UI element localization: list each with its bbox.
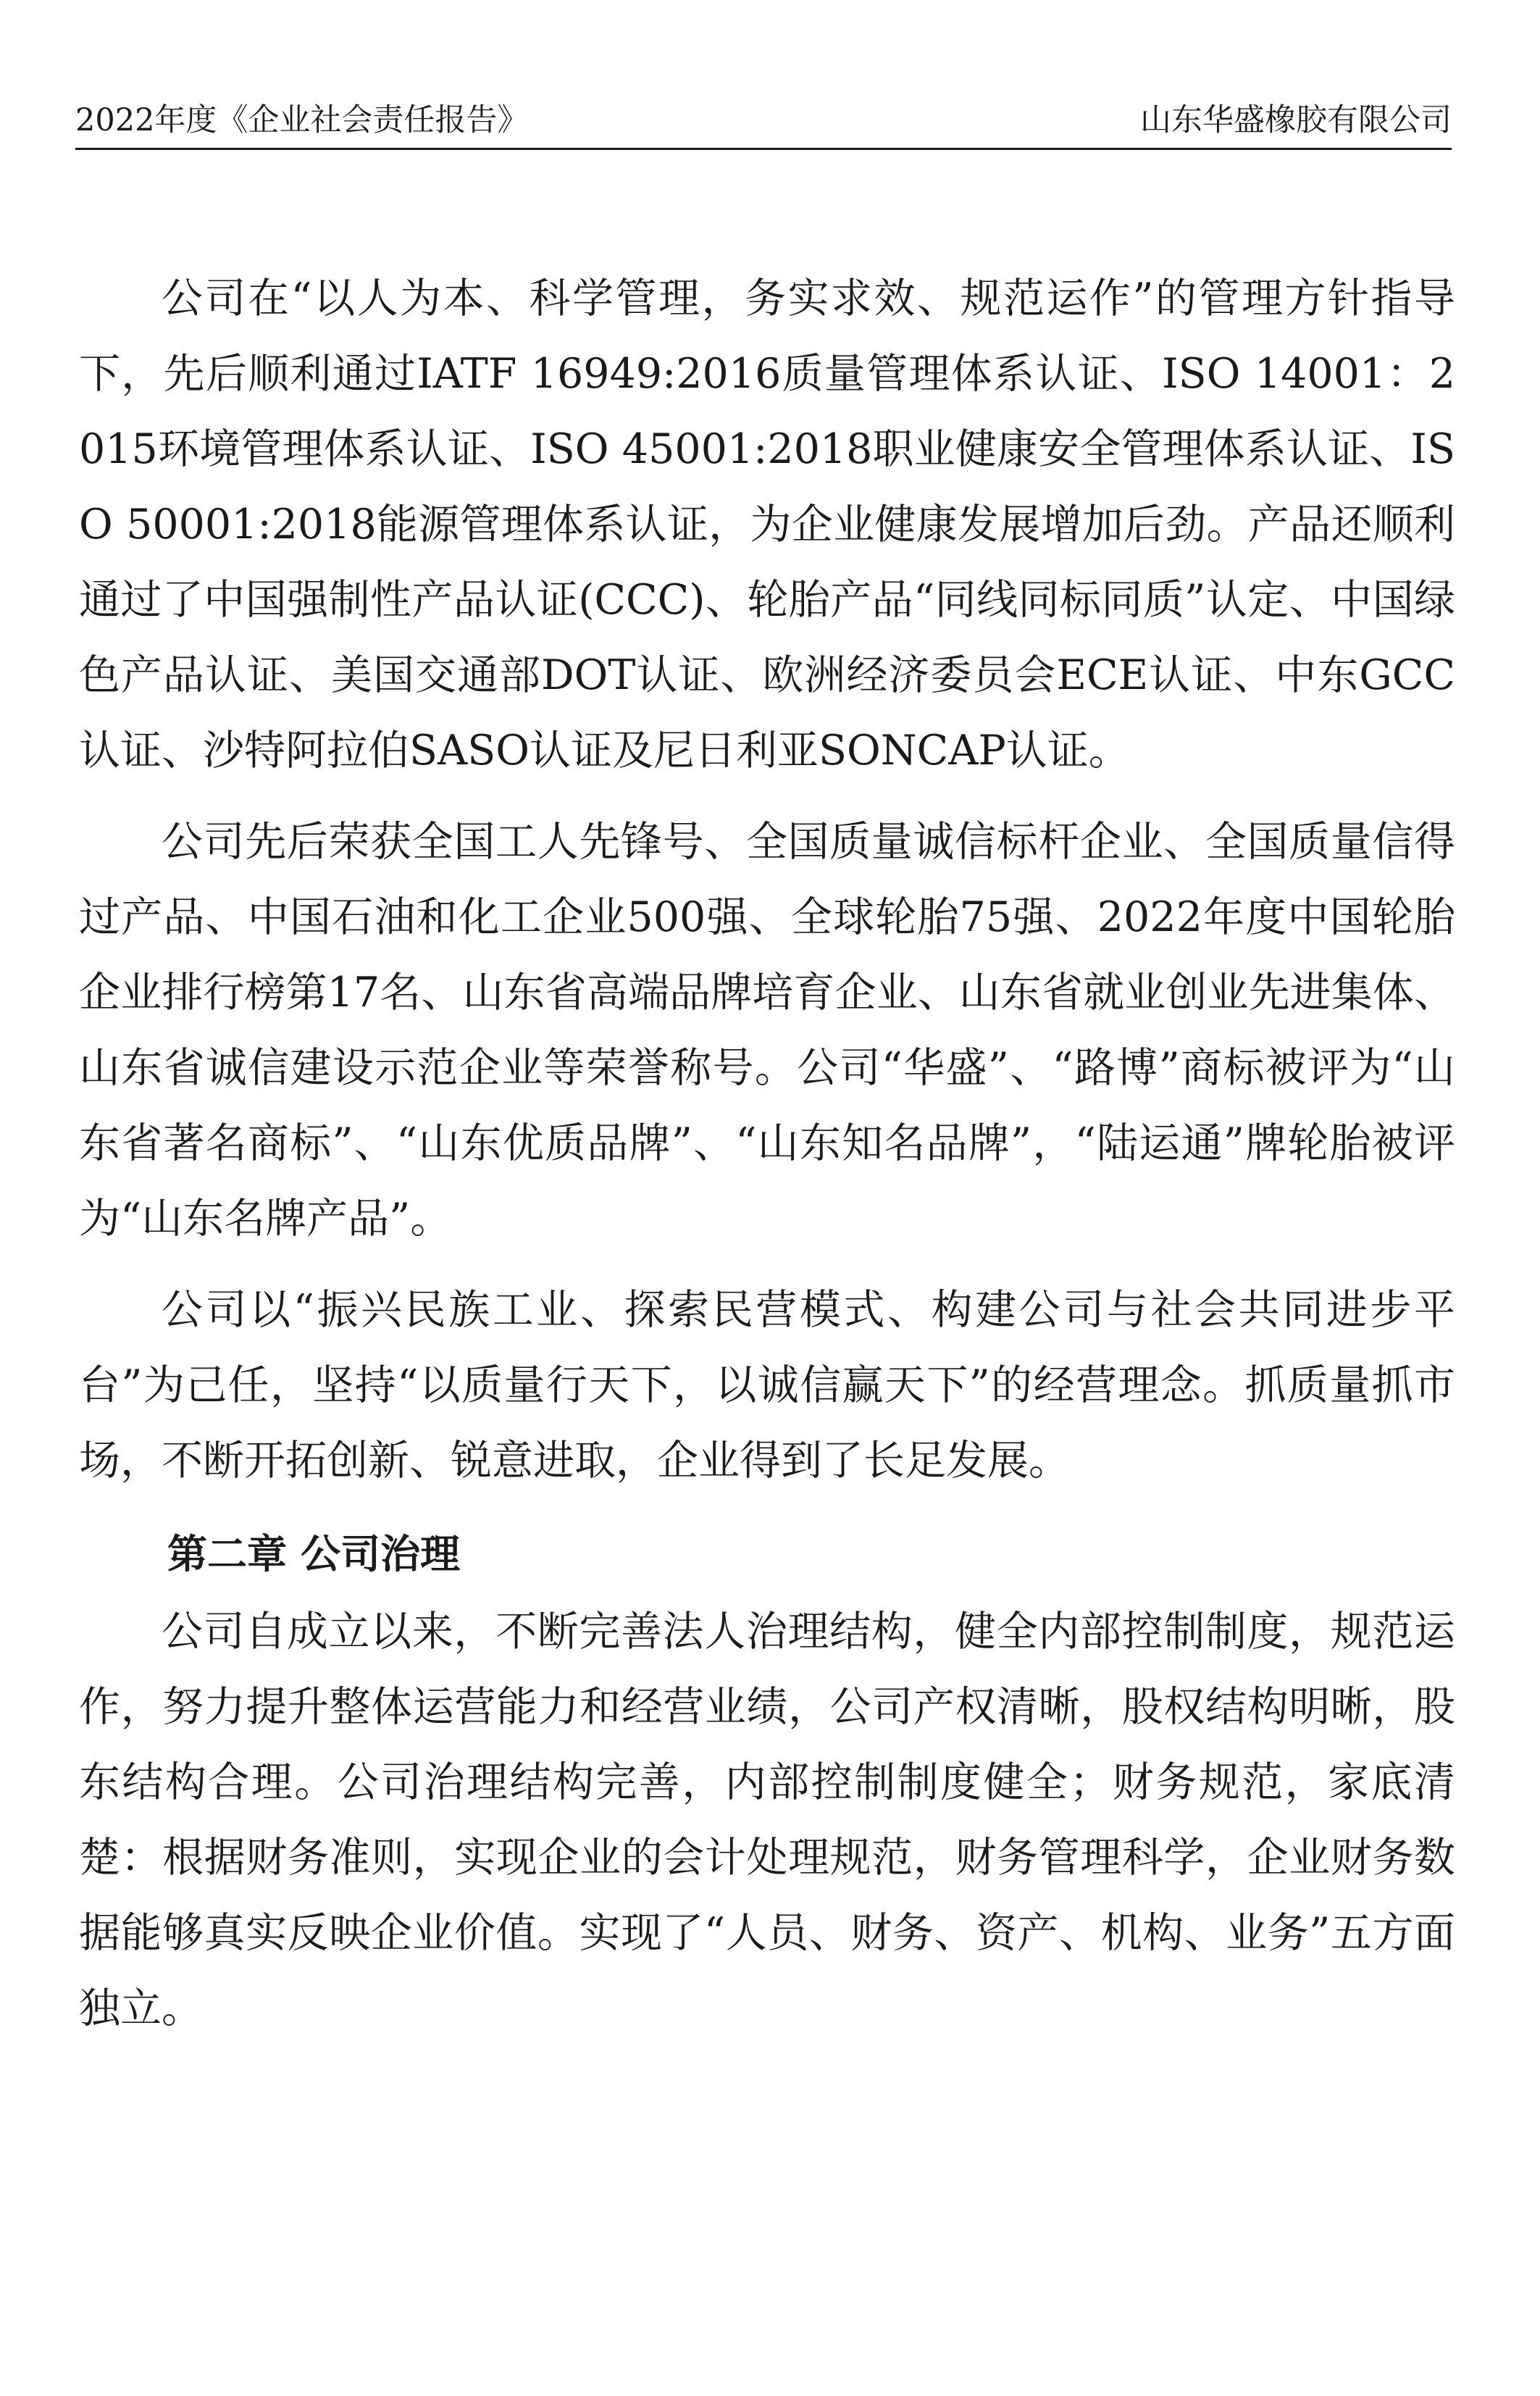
chapter-heading: 第二章 公司治理 [167,1531,461,1577]
company-name: 山东华盛橡胶有限公司 [1140,102,1452,138]
paragraph-honors: 公司先后荣获全国工人先锋号、全国质量诚信标杆企业、全国质量信得过产品、中国石油和化工企业500强、全球轮胎75强、2022年度中国轮胎企业排行榜第17名、山东省高端品牌培育企业、山东省就业创业先进集体、山东省诚信建设示范企业等荣誉称号。公司“华盛”、“路博”商标被评为“山东省著名商标”、“山东优质品牌”、“山东知名品牌”，“陆运通”牌轮胎被评为“山东名牌产品”。 [79,818,1455,1243]
page-header [75,93,1452,150]
paragraph-certifications: 公司在“以人为本、科学管理，务实求效、规范运作”的管理方针指导下，先后顺利通过IATF 16949:2016质量管理体系认证、ISO 14001：2015环境管理体系认证、ISO 45001:2018职业健康安全管理体系认证、ISO 50001:2018能源管理体系认证，为企业健康发展增加后劲。产品还顺利通过了中国强制性产品认证(CCC)、轮胎产品“同线同标同质”认定、中国绿色产品认证、美国交通部DOT认证、欧洲经济委员会ECE认证、中东GCC认证、沙特阿拉伯SASO认证及尼日利亚SONCAP认证。 [79,275,1455,775]
paragraph-mission: 公司以“振兴民族工业、探索民营模式、构建公司与社会共同进步平台”为己任，坚持“以质量行天下，以诚信赢天下”的经营理念。抓质量抓市场，不断开拓创新、锐意进取，企业得到了长足发展。 [79,1286,1455,1485]
report-title: 2022年度《企业社会责任报告》 [75,102,529,138]
paragraph-governance: 公司自成立以来，不断完善法人治理结构，健全内部控制制度，规范运作，努力提升整体运营能力和经营业绩，公司产权清晰，股权结构明晰，股东结构合理。公司治理结构完善，内部控制制度健全；财务规范，家底清楚：根据财务准则，实现企业的会计处理规范，财务管理科学，企业财务数据能够真实反映企业价值。实现了“人员、财务、资产、机构、业务”五方面独立。 [79,1608,1455,2032]
document-body [79,261,1455,2062]
